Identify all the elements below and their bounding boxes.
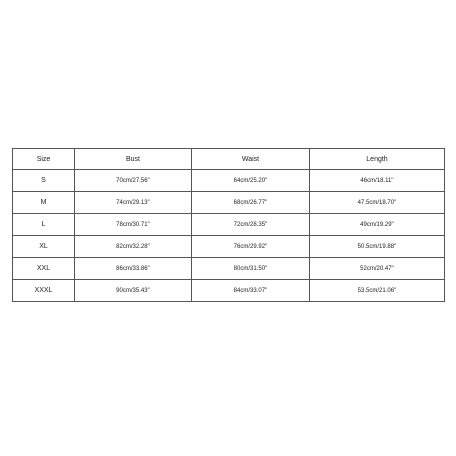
length-cell: 47.5cm/18.70'' (310, 192, 445, 214)
table-row (13, 280, 445, 302)
size-cell: L (13, 214, 75, 236)
size-cell: XXL (13, 258, 75, 280)
header-size: Size (13, 149, 75, 170)
size-cell: XXXL (13, 280, 75, 302)
size-chart-table (12, 148, 445, 302)
bust-cell: 82cm/32.28'' (75, 236, 192, 258)
bust-cell: 78cm/30.71'' (75, 214, 192, 236)
waist-cell: 76cm/29.92'' (192, 236, 310, 258)
size-cell: S (13, 170, 75, 192)
waist-cell: 64cm/25.20'' (192, 170, 310, 192)
table-header-row (13, 149, 445, 170)
table-row (13, 236, 445, 258)
table-row (13, 170, 445, 192)
bust-cell: 74cm/29.13'' (75, 192, 192, 214)
bust-cell: 86cm/33.86'' (75, 258, 192, 280)
length-cell: 52cm/20.47'' (310, 258, 445, 280)
header-waist: Waist (192, 149, 310, 170)
length-cell: 50.5cm/19.88'' (310, 236, 445, 258)
size-cell: M (13, 192, 75, 214)
waist-cell: 84cm/33.07'' (192, 280, 310, 302)
length-cell: 46cm/18.11'' (310, 170, 445, 192)
bust-cell: 90cm/35.43'' (75, 280, 192, 302)
header-bust: Bust (75, 149, 192, 170)
table-row (13, 192, 445, 214)
waist-cell: 68cm/26.77'' (192, 192, 310, 214)
length-cell: 53.5cm/21.06'' (310, 280, 445, 302)
header-length: Length (310, 149, 445, 170)
bust-cell: 70cm/27.56'' (75, 170, 192, 192)
length-cell: 49cm/19.29'' (310, 214, 445, 236)
waist-cell: 72cm/28.35'' (192, 214, 310, 236)
table-row (13, 258, 445, 280)
table-row (13, 214, 445, 236)
waist-cell: 80cm/31.50'' (192, 258, 310, 280)
size-cell: XL (13, 236, 75, 258)
